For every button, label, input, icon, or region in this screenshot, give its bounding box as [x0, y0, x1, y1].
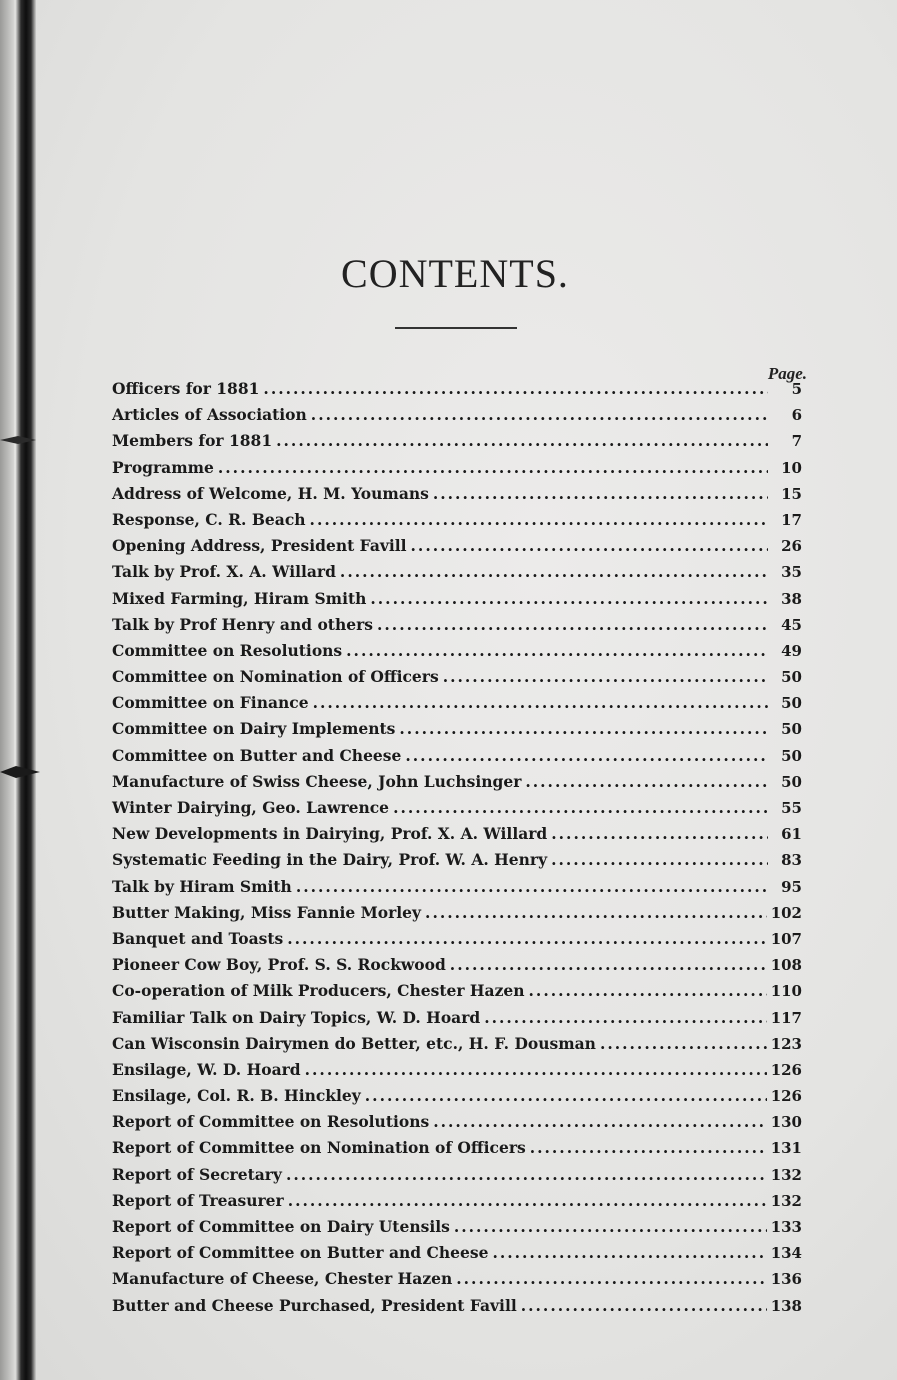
toc-dot-leader: [530, 1138, 767, 1157]
toc-entry-title: Report of Committee on Butter and Cheese: [112, 1243, 489, 1263]
toc-entry-title: New Developments in Dairying, Prof. X. A. Willard: [112, 824, 548, 844]
toc-dot-leader: [340, 562, 768, 581]
toc-entry-title: Officers for 1881: [112, 379, 260, 398]
toc-entry-title: Report of Secretary: [112, 1164, 282, 1184]
toc-entry: [112, 615, 802, 641]
toc-entry-page: 136: [770, 1270, 802, 1289]
toc-entry: [112, 536, 802, 562]
title-rule: [395, 327, 517, 329]
table-of-contents: [112, 379, 802, 1322]
toc-entry: [112, 379, 802, 405]
toc-entry-page: 45: [781, 615, 802, 634]
toc-entry-page: 50: [781, 694, 802, 713]
toc-entry-title: Articles of Association: [112, 405, 307, 425]
toc-entry: [112, 850, 802, 876]
toc-entry-page: 50: [781, 668, 802, 687]
toc-entry-title: Manufacture of Swiss Cheese, John Luchsinger: [112, 771, 522, 791]
toc-dot-leader: [484, 1008, 766, 1027]
toc-entry-title: Committee on Nomination of Officers: [112, 667, 439, 687]
toc-entry-page: 131: [770, 1139, 802, 1158]
toc-entry: [112, 667, 802, 693]
toc-entry: [112, 589, 802, 615]
toc-entry-page: 49: [781, 641, 802, 660]
toc-entry-title: Ensilage, W. D. Hoard: [112, 1059, 301, 1079]
toc-entry-title: Butter and Cheese Purchased, President Favill: [112, 1295, 517, 1315]
toc-entry: [112, 641, 802, 667]
toc-dot-leader: [443, 667, 768, 686]
toc-entry: [112, 1112, 802, 1138]
toc-dot-leader: [393, 798, 768, 817]
toc-entry-page: 102: [770, 903, 802, 922]
toc-dot-leader: [433, 484, 768, 503]
toc-dot-leader: [286, 1165, 767, 1184]
toc-dot-leader: [287, 929, 766, 948]
page-column-header: Page.: [767, 364, 807, 383]
toc-entry-title: Butter Making, Miss Fannie Morley: [112, 902, 422, 922]
toc-entry-page: 130: [770, 1113, 802, 1132]
toc-entry-title: Co-operation of Milk Producers, Chester Hazen: [112, 981, 525, 1001]
toc-entry-page: 61: [781, 825, 802, 844]
toc-entry-title: Pioneer Cow Boy, Prof. S. S. Rockwood: [112, 955, 446, 975]
toc-entry: [112, 903, 802, 929]
toc-entry: [112, 405, 802, 431]
toc-dot-leader: [218, 458, 768, 477]
toc-entry-title: Report of Committee on Dairy Utensils: [112, 1217, 450, 1236]
toc-entry: [112, 1243, 802, 1269]
toc-entry: [112, 746, 802, 772]
toc-entry: [112, 1060, 802, 1086]
toc-entry-title: Can Wisconsin Dairymen do Better, etc., H. F. Dousman: [112, 1033, 596, 1053]
binding-spine: [16, 0, 36, 1380]
toc-entry-page: 15: [781, 484, 802, 503]
toc-entry-title: Mixed Farming, Hiram Smith: [112, 588, 367, 608]
toc-entry-page: 95: [781, 877, 802, 896]
toc-dot-leader: [551, 824, 768, 843]
toc-dot-leader: [405, 746, 768, 765]
toc-dot-leader: [450, 955, 767, 974]
toc-dot-leader: [600, 1034, 767, 1053]
toc-entry-page: 26: [781, 537, 802, 556]
toc-dot-leader: [311, 405, 768, 424]
toc-entry-title: Talk by Prof Henry and others: [112, 614, 373, 634]
toc-entry-page: 7: [791, 432, 802, 451]
toc-entry: [112, 431, 802, 457]
toc-entry: [112, 458, 802, 484]
toc-entry-title: Systematic Feeding in the Dairy, Prof. W. A. Henry: [112, 850, 548, 870]
toc-dot-leader: [377, 615, 768, 634]
toc-entry-title: Committee on Butter and Cheese: [112, 745, 402, 765]
toc-entry-page: 107: [770, 929, 802, 948]
toc-entry: [112, 1296, 802, 1322]
toc-entry-title: Programme: [112, 457, 214, 477]
page-title: CONTENTS.: [341, 251, 569, 296]
toc-entry: [112, 1034, 802, 1060]
toc-entry-title: Banquet and Toasts: [112, 928, 284, 948]
toc-dot-leader: [305, 1060, 767, 1079]
toc-entry-title: Committee on Resolutions: [112, 640, 343, 660]
toc-entry-page: 123: [770, 1034, 802, 1053]
toc-dot-leader: [454, 1217, 767, 1236]
toc-dot-leader: [370, 589, 768, 608]
toc-entry: [112, 1217, 802, 1243]
toc-dot-leader: [551, 850, 768, 869]
page-gutter-shadow: [0, 0, 14, 1380]
toc-entry-page: 126: [770, 1060, 802, 1079]
toc-entry-page: 138: [770, 1296, 802, 1315]
toc-entry-page: 50: [781, 772, 802, 791]
toc-entry-page: 6: [791, 406, 802, 425]
toc-entry: [112, 981, 802, 1007]
toc-entry-title: Talk by Prof. X. A. Willard: [112, 562, 336, 582]
toc-entry-page: 133: [770, 1218, 802, 1236]
toc-dot-leader: [296, 877, 768, 896]
toc-entry: [112, 877, 802, 903]
toc-entry-title: Members for 1881: [112, 431, 273, 451]
toc-entry-page: 134: [770, 1244, 802, 1263]
toc-entry-title: Committee on Finance: [112, 693, 309, 713]
toc-entry: [112, 929, 802, 955]
toc-entry: [112, 1269, 802, 1295]
toc-entry-page: 35: [781, 563, 802, 582]
toc-dot-leader: [529, 981, 767, 1000]
toc-entry-page: 83: [781, 851, 802, 870]
toc-entry: [112, 1165, 802, 1191]
toc-dot-leader: [288, 1191, 767, 1210]
toc-entry: [112, 693, 802, 719]
toc-dot-leader: [365, 1086, 767, 1105]
toc-entry-page: 55: [781, 799, 802, 817]
toc-entry: [112, 1138, 802, 1164]
toc-dot-leader: [456, 1269, 766, 1288]
toc-entry-page: 132: [770, 1165, 802, 1184]
toc-entry-page: 132: [770, 1191, 802, 1210]
toc-dot-leader: [276, 431, 768, 450]
toc-entry-title: Familiar Talk on Dairy Topics, W. D. Hoard: [112, 1007, 481, 1027]
toc-entry-title: Report of Committee on Nomination of Officers: [112, 1138, 526, 1158]
toc-dot-leader: [313, 693, 768, 712]
toc-dot-leader: [346, 641, 768, 660]
toc-entry-title: Talk by Hiram Smith: [112, 876, 292, 896]
toc-entry-page: 5: [791, 380, 802, 398]
toc-dot-leader: [425, 903, 767, 922]
toc-entry-page: 126: [770, 1087, 802, 1106]
toc-entry: [112, 562, 802, 588]
toc-entry-title: Report of Treasurer: [112, 1190, 284, 1210]
toc-entry: [112, 1086, 802, 1112]
toc-entry: [112, 955, 802, 981]
toc-entry-title: Winter Dairying, Geo. Lawrence: [112, 798, 390, 817]
toc-entry-title: Address of Welcome, H. M. Youmans: [112, 483, 429, 503]
toc-entry-title: Committee on Dairy Implements: [112, 719, 396, 739]
toc-entry-page: 50: [781, 720, 802, 739]
toc-entry-title: Opening Address, President Favill: [112, 536, 407, 556]
toc-dot-leader: [399, 719, 768, 738]
toc-entry: [112, 798, 802, 824]
toc-entry-page: 10: [781, 458, 802, 477]
toc-dot-leader: [310, 510, 768, 529]
binding-thread-mark: [0, 428, 42, 452]
toc-entry: [112, 824, 802, 850]
toc-entry-title: Report of Committee on Resolutions: [112, 1112, 430, 1132]
toc-entry: [112, 484, 802, 510]
toc-entry: [112, 510, 802, 536]
toc-entry: [112, 719, 802, 745]
toc-dot-leader: [411, 536, 768, 555]
toc-entry-page: 38: [781, 589, 802, 608]
toc-entry-page: 50: [781, 746, 802, 765]
toc-entry-page: 117: [770, 1008, 802, 1027]
toc-entry-page: 17: [781, 510, 802, 529]
toc-dot-leader: [525, 772, 768, 791]
toc-entry-title: Manufacture of Cheese, Chester Hazen: [112, 1269, 453, 1289]
toc-dot-leader: [521, 1296, 767, 1315]
toc-entry-title: Response, C. R. Beach: [112, 509, 306, 529]
toc-entry-page: 108: [770, 956, 802, 975]
toc-entry: [112, 1191, 802, 1217]
toc-dot-leader: [263, 379, 768, 398]
toc-entry-title: Ensilage, Col. R. B. Hinckley: [112, 1086, 361, 1106]
toc-entry: [112, 1008, 802, 1034]
binding-thread-mark: [0, 760, 42, 784]
toc-entry-page: 110: [770, 982, 802, 1001]
toc-dot-leader: [492, 1243, 766, 1262]
toc-entry: [112, 772, 802, 798]
toc-dot-leader: [433, 1112, 766, 1131]
